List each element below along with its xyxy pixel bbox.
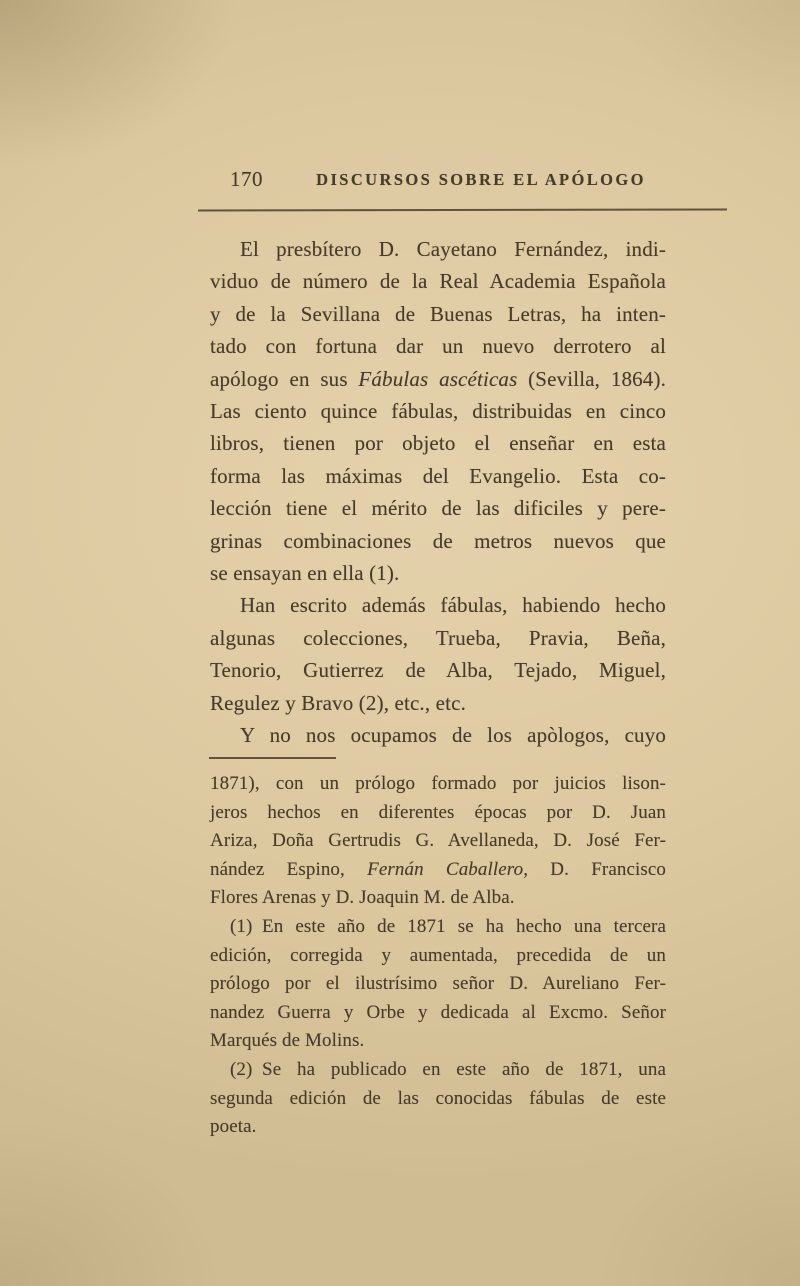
text-line bbox=[210, 233, 666, 265]
text-line bbox=[210, 799, 666, 828]
text-segment: Regulez y Bravo (2), etc., etc. bbox=[210, 690, 466, 715]
text-segment: Y no nos ocupamos de los apòlogos, cuyo bbox=[240, 723, 666, 748]
text-line bbox=[210, 827, 666, 856]
text-segment: prólogo por el ilustrísimo señor D. Aureliano Fer- bbox=[210, 973, 666, 995]
text-line bbox=[210, 1027, 666, 1056]
text-line bbox=[210, 330, 666, 362]
text-line bbox=[210, 913, 666, 942]
text-segment: viduo de número de la Real Academia Española bbox=[210, 269, 666, 294]
text-line bbox=[210, 525, 666, 557]
text-segment: forma las máximas del Evangelio. Esta co- bbox=[210, 463, 666, 488]
text-segment: lección tiene el mérito de las dificiles y pere- bbox=[210, 496, 666, 521]
text-line bbox=[210, 770, 666, 799]
text-line bbox=[210, 654, 666, 686]
text-segment: tado con fortuna dar un nuevo derrotero al bbox=[210, 334, 666, 359]
text-line bbox=[210, 298, 666, 330]
text-segment: Marqués de Molins. bbox=[210, 1030, 365, 1052]
text-line bbox=[210, 1085, 666, 1114]
text-line bbox=[210, 622, 666, 654]
text-segment: se ensayan en ella (1). bbox=[210, 561, 400, 586]
text-segment: nandez Guerra y Orbe y dedicada al Excmo. Señor bbox=[210, 1001, 666, 1023]
body-text bbox=[210, 233, 666, 752]
text-line bbox=[210, 395, 666, 427]
page-header bbox=[210, 166, 666, 196]
paragraph bbox=[210, 589, 666, 719]
text-line bbox=[210, 427, 666, 459]
text-line bbox=[210, 970, 666, 999]
text-line bbox=[210, 363, 666, 395]
text-segment: (1) En este año de 1871 se ha hecho una tercera bbox=[230, 915, 666, 937]
text-segment: Tenorio, Gutierrez de Alba, Tejado, Miguel, bbox=[210, 658, 666, 683]
text-segment: Flores Arenas y D. Joaquin M. de Alba. bbox=[210, 887, 515, 909]
text-segment: libros, tienen por objeto el enseñar en esta bbox=[210, 431, 666, 456]
text-segment: segunda edición de las conocidas fábulas de este bbox=[210, 1087, 666, 1109]
text-segment: apólogo en sus bbox=[210, 366, 359, 391]
text-segment: (Sevilla, 1864). bbox=[517, 366, 666, 391]
text-line bbox=[210, 557, 666, 589]
footnotes bbox=[210, 770, 666, 1142]
text-line bbox=[210, 719, 666, 751]
text-segment: y de la Sevillana de Buenas Letras, ha inten- bbox=[210, 301, 666, 326]
text-line bbox=[210, 492, 666, 524]
text-line bbox=[210, 1056, 666, 1085]
running-title: DISCURSOS SOBRE EL APÓLOGO bbox=[316, 170, 646, 189]
paragraph bbox=[210, 719, 666, 751]
page-number: 170 bbox=[230, 167, 263, 191]
italic-text: Fernán Caballero bbox=[367, 858, 524, 880]
text-segment: Las ciento quince fábulas, distribuidas en cinco bbox=[210, 399, 666, 424]
text-segment: jeros hechos en diferentes épocas por D. Juan bbox=[210, 801, 666, 823]
text-segment: algunas colecciones, Trueba, Pravia, Beña, bbox=[210, 625, 666, 650]
text-segment: 1871), con un prólogo formado por juicios lison- bbox=[210, 773, 666, 794]
paragraph bbox=[210, 233, 666, 589]
text-segment: poeta. bbox=[210, 1116, 257, 1138]
text-segment: Han escrito además fábulas, habiendo hecho bbox=[240, 593, 666, 618]
paragraph bbox=[210, 913, 666, 1056]
footnote-separator bbox=[209, 757, 336, 759]
text-segment: (2) Se ha publicado en este año de 1871, una bbox=[230, 1058, 666, 1080]
paragraph bbox=[210, 1056, 666, 1142]
paragraph bbox=[210, 770, 666, 913]
text-line bbox=[210, 265, 666, 297]
text-segment: El presbítero D. Cayetano Fernández, indi- bbox=[240, 237, 666, 261]
text-line bbox=[210, 942, 666, 971]
italic-text: Fábulas ascéticas bbox=[358, 366, 518, 391]
text-line bbox=[210, 589, 666, 621]
text-line bbox=[210, 884, 666, 913]
text-segment: nández Espino, bbox=[210, 858, 368, 880]
text-line bbox=[210, 856, 666, 885]
text-segment: grinas combinaciones de metros nuevos que bbox=[210, 528, 666, 553]
text-segment: edición, corregida y aumentada, precedida de un bbox=[210, 944, 666, 966]
text-line bbox=[210, 999, 666, 1028]
header-rule bbox=[198, 208, 727, 211]
text-segment: , D. Francisco bbox=[523, 858, 666, 880]
text-line bbox=[210, 687, 666, 719]
text-line bbox=[210, 1113, 666, 1142]
text-line bbox=[210, 460, 666, 492]
text-segment: Ariza, Doña Gertrudis G. Avellaneda, D. José Fer- bbox=[210, 830, 666, 852]
